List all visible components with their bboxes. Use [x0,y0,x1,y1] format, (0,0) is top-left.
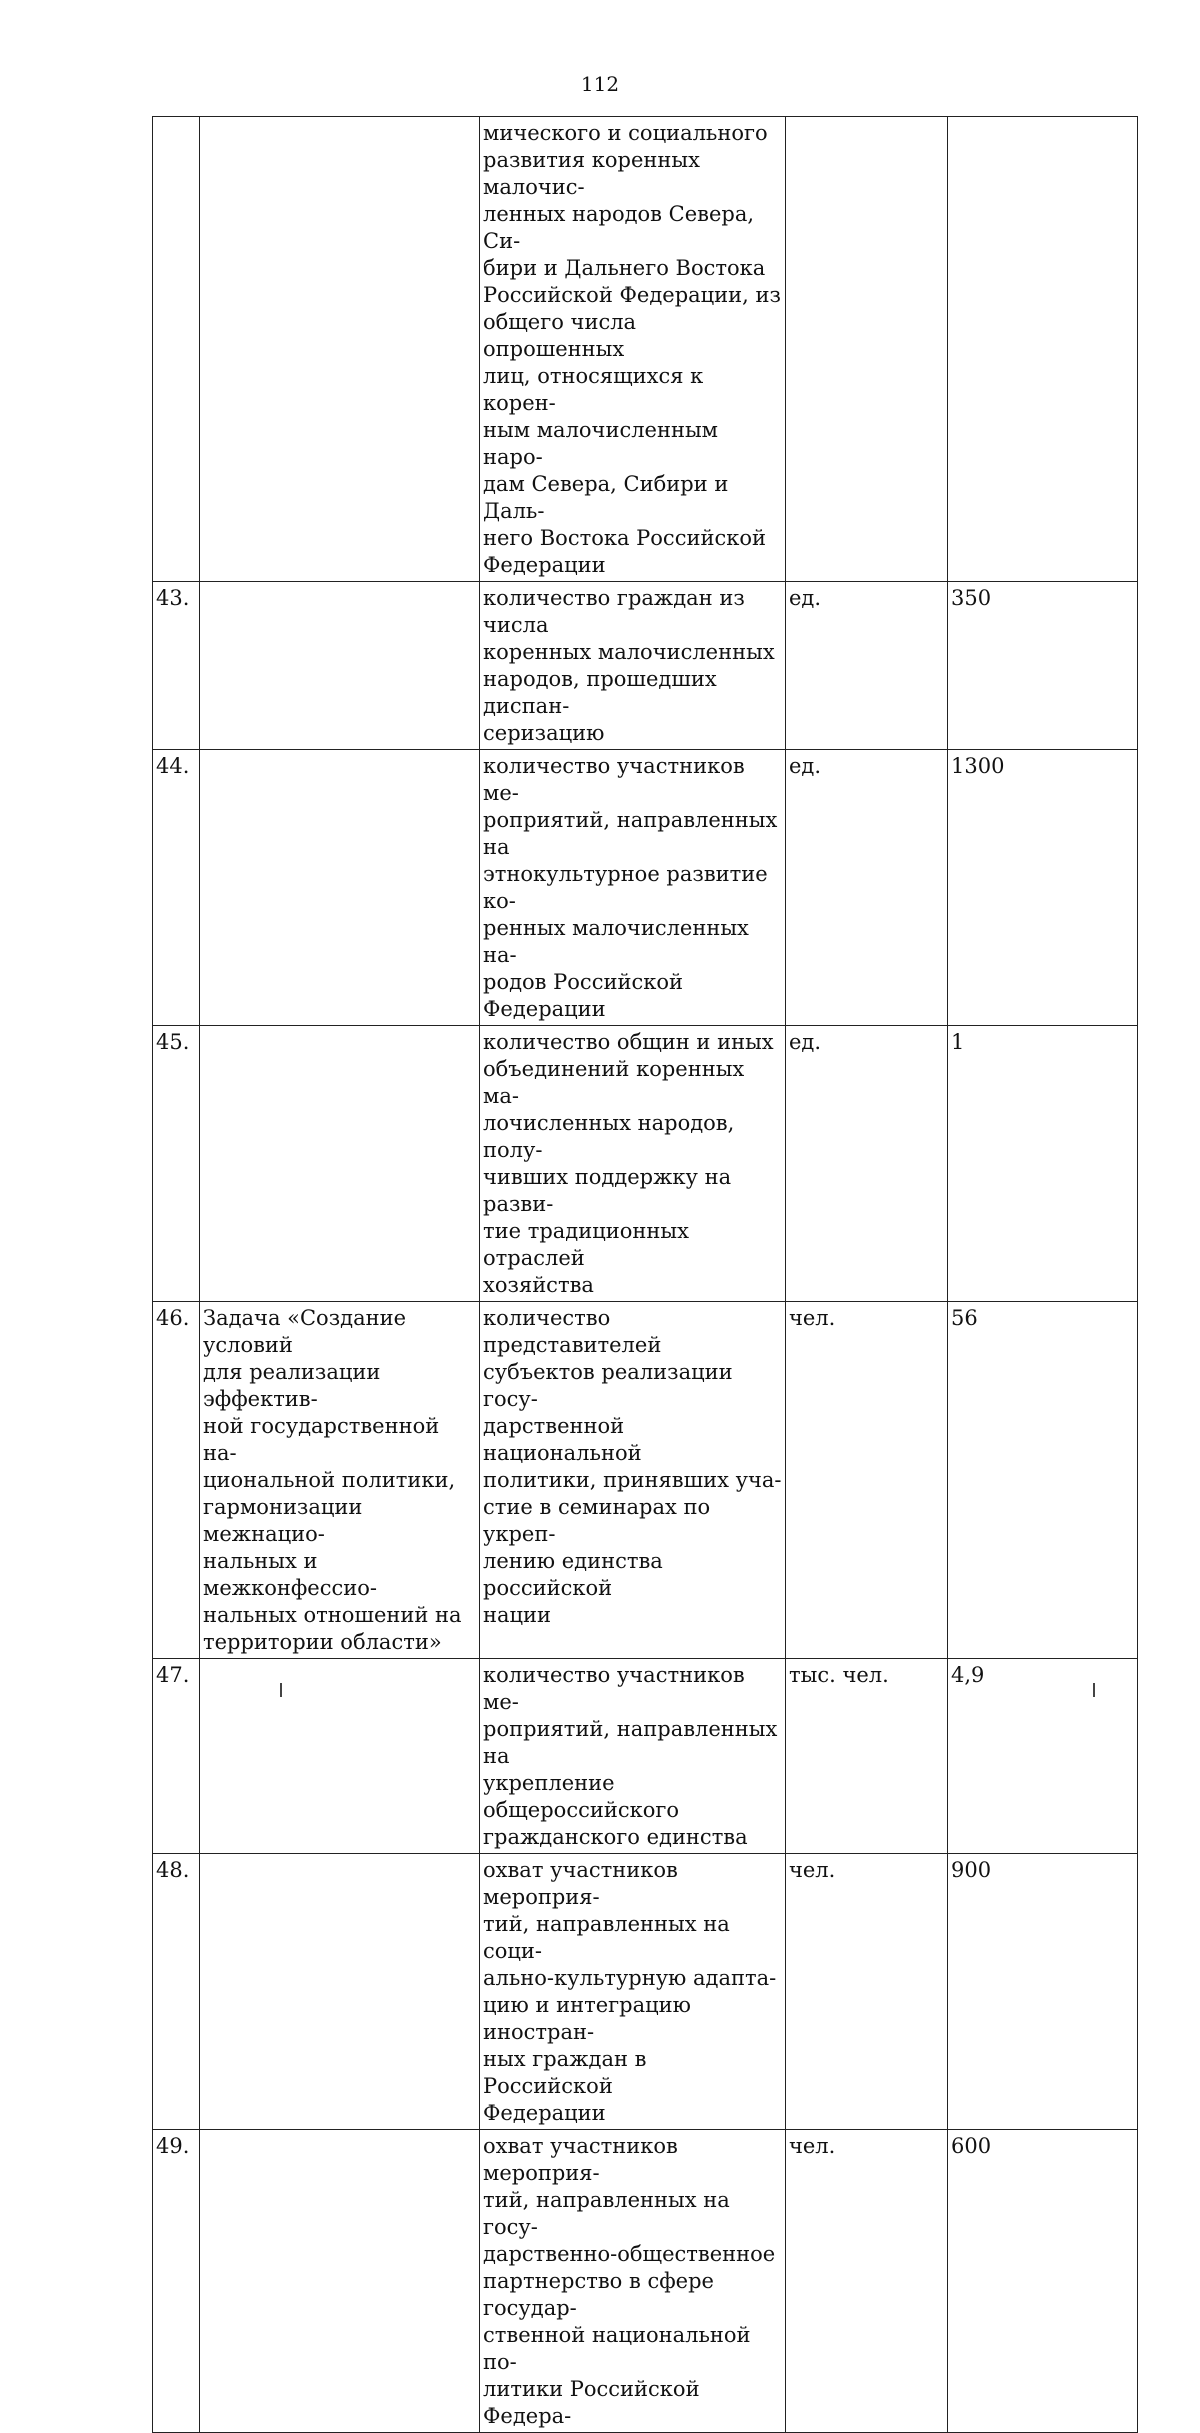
unit-cell: чел. [786,2130,948,2433]
indicator-cell: количество общин и иных объединений коренных ма- лочисленных народов, полу- чивших поддержку на разви- тие традиционных отраслей хозяйства [480,1026,786,1302]
task-cell [200,1854,480,2130]
value-cell: 56 [948,1302,1138,1659]
task-cell: Задача «Создание условий для реализации эффектив- ной государственной на- циональной политики, гармонизации межнацио- нальных и межконфессио- нальных отношений на территории области» [200,1302,480,1659]
task-cell [200,117,480,582]
table-row [153,1854,1138,2130]
page-number: 112 [580,72,620,96]
indicator-cell: мического и социального развития коренных малочис- ленных народов Севера, Си- бири и Дальнего Востока Российской Федерации, из общего числа опрошенных лиц, относящихся к корен- ным малочисленным наро- дам Севера, Сибири и Даль- него Востока Российской Федерации [480,117,786,582]
indicator-cell: количество граждан из числа коренных малочисленных народов, прошедших диспан- серизацию [480,582,786,750]
value-cell: 1300 [948,750,1138,1026]
unit-cell: ед. [786,750,948,1026]
value-cell [948,117,1138,582]
unit-cell: тыс. чел. [786,1659,948,1854]
indicator-cell: количество участников ме- роприятий, направленных на этнокультурное развитие ко- ренных малочисленных на- родов Российской Федерации [480,750,786,1026]
task-cell [200,2130,480,2433]
scan-edge-mark [1093,1683,1095,1697]
indicator-cell: количество представителей субъектов реализации госу- дарственной национальной политики, принявших уча- стие в семинарах по укреп- лению единства российской нации [480,1302,786,1659]
unit-cell: чел. [786,1854,948,2130]
scan-edge-mark [280,1683,282,1697]
row-number: 45. [153,1026,200,1302]
table-row [153,1659,1138,1854]
table-row [153,750,1138,1026]
indicators-table [152,116,1138,2433]
value-cell: 900 [948,1854,1138,2130]
table-row [153,1302,1138,1659]
row-number: 47. [153,1659,200,1854]
table-row [153,1026,1138,1302]
table-row [153,582,1138,750]
row-number: 49. [153,2130,200,2433]
task-cell [200,750,480,1026]
value-cell: 600 [948,2130,1138,2433]
row-number: 43. [153,582,200,750]
row-number: 44. [153,750,200,1026]
task-cell [200,1026,480,1302]
value-cell: 350 [948,582,1138,750]
unit-cell [786,117,948,582]
value-cell: 4,9 [948,1659,1138,1854]
value-cell: 1 [948,1026,1138,1302]
row-number [153,117,200,582]
row-number: 48. [153,1854,200,2130]
table-row [153,2130,1138,2433]
unit-cell: ед. [786,1026,948,1302]
row-number: 46. [153,1302,200,1659]
indicator-cell: количество участников ме- роприятий, направленных на укрепление общероссийского гражданского единства [480,1659,786,1854]
unit-cell: чел. [786,1302,948,1659]
unit-cell: ед. [786,582,948,750]
task-cell [200,1659,480,1854]
indicator-cell: охват участников мероприя- тий, направленных на госу- дарственно-общественное партнерство в сфере государ- ственной национальной по- литики Российской Федера- [480,2130,786,2433]
task-cell [200,582,480,750]
table-row [153,117,1138,582]
indicator-cell: охват участников мероприя- тий, направленных на соци- ально-культурную адапта- цию и интеграцию иностран- ных граждан в Российской Федерации [480,1854,786,2130]
